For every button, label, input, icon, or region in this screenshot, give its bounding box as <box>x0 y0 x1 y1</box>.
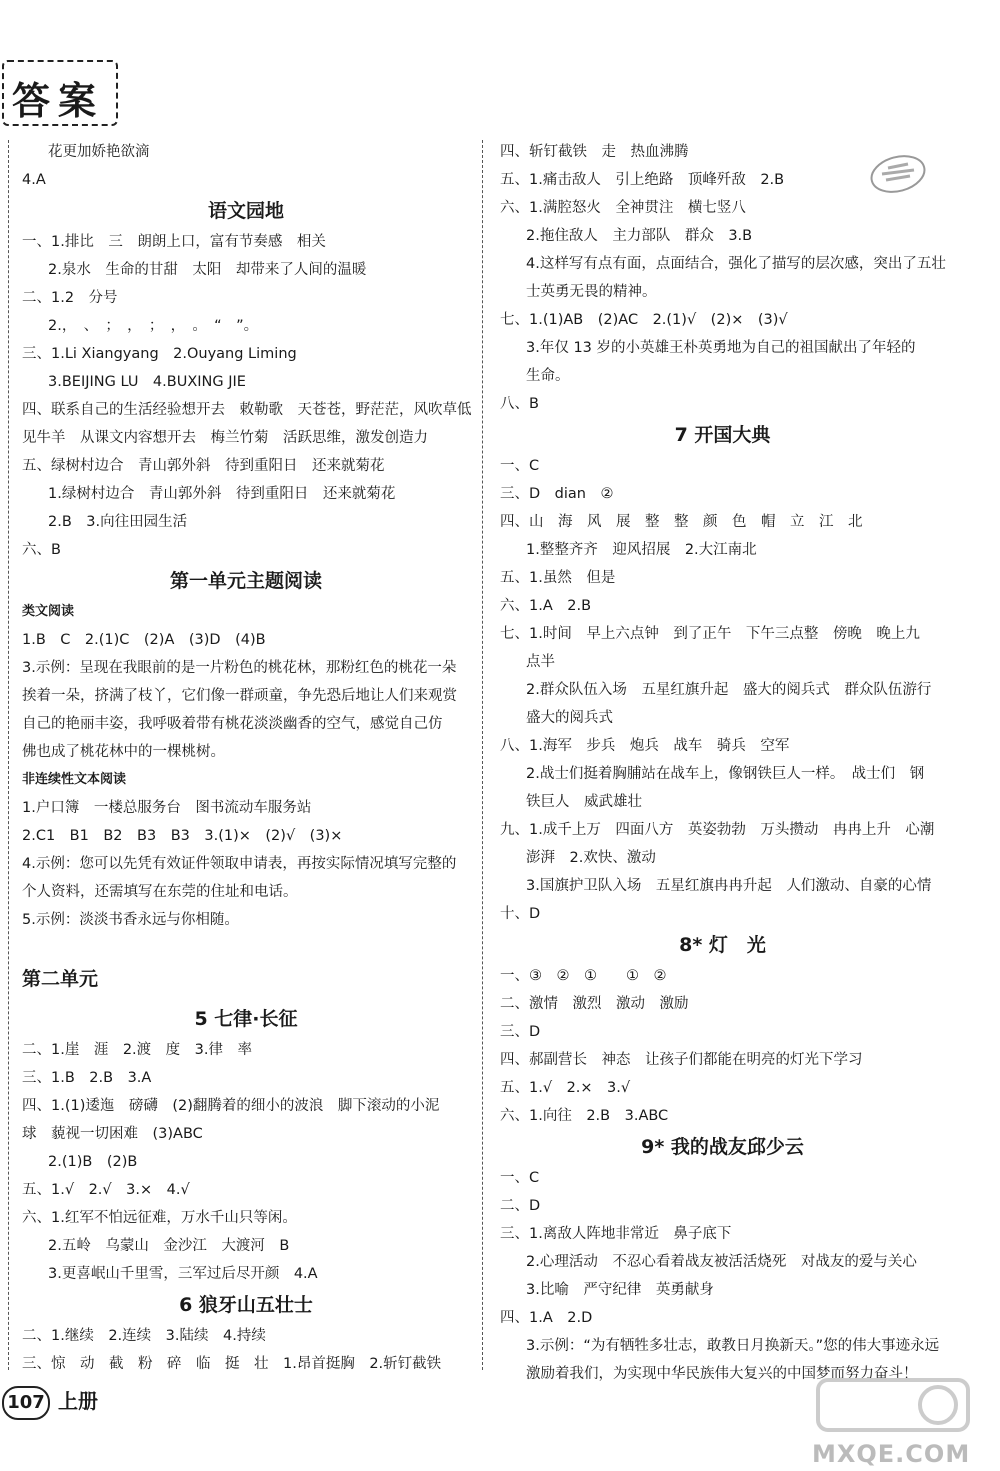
answer-line-indented: 点半 <box>526 654 555 670</box>
answer-line: 八、1.海军 步兵 炮兵 战车 骑兵 空军 <box>500 738 790 754</box>
answer-line-indented: 2.群众队伍入场 五星红旗升起 盛大的阅兵式 群众队伍游行 <box>526 682 932 698</box>
answer-line: 三、惊 动 截 粉 碎 临 挺 壮 1.昂首挺胸 2.斩钉截铁 <box>22 1356 442 1372</box>
answer-line-indented: 2.心理活动 不忍心看着战友被活活烧死 对战友的爱与关心 <box>526 1254 917 1270</box>
answer-line: 十、D <box>500 906 541 922</box>
right-column <box>500 138 945 1388</box>
answer-line: 五、1.√ 2.√ 3.× 4.√ <box>22 1182 190 1198</box>
answer-line: 四、联系自己的生活经验想开去 敕勒歌 天苍苍，野茫茫，风吹草低 <box>22 402 472 418</box>
left-column <box>22 138 470 1378</box>
answer-line: 五、1.√ 2.× 3.√ <box>500 1080 631 1096</box>
answer-line: 一、③ ② ① ① ② <box>500 968 667 984</box>
answer-line: 六、B <box>22 542 61 558</box>
answer-line: 二、1.2 分号 <box>22 290 118 306</box>
answer-line-indented: 盛大的阅兵式 <box>526 710 613 726</box>
answer-line: 五、1.痛击敌人 引上绝路 顶峰歼敌 2.B <box>500 172 785 188</box>
answer-line: 五、1.虽然 但是 <box>500 570 616 586</box>
page-number-badge: 107 <box>2 1386 50 1420</box>
answer-line-indented: 1.绿树村边合 青山郭外斜 待到重阳日 还来就菊花 <box>48 486 396 502</box>
answer-line: 球 藐视一切困难 (3)ABC <box>22 1126 203 1142</box>
answer-line: 二、D <box>500 1198 541 1214</box>
section-heading: 7 开国大典 <box>674 424 771 446</box>
answer-line: 四、郝副营长 神态 让孩子们都能在明亮的灯光下学习 <box>500 1052 863 1068</box>
answer-line: 四、1.(1)逶迤 磅礴 (2)翻腾着的细小的波浪 脚下滚动的小泥 <box>22 1098 440 1114</box>
section-heading: 9* 我的战友邱少云 <box>641 1136 804 1158</box>
answer-line-indented: 激励着我们，为实现中华民族伟大复兴的中国梦而努力奋斗！ <box>526 1366 918 1382</box>
subsection-heading: 非连续性文本阅读 <box>22 772 127 787</box>
answer-line: 一、C <box>500 458 540 474</box>
answer-line: 佛也成了桃花林中的一棵桃树。 <box>22 744 225 760</box>
answer-line: 个人资料，还需填写在东莞的住址和电话。 <box>22 884 298 900</box>
answer-line-indented: 2.战士们挺着胸脯站在战车上，像钢铁巨人一样。 战士们 钢 <box>526 766 925 782</box>
answer-line-indented: 1.整整齐齐 迎风招展 2.大江南北 <box>526 542 757 558</box>
answer-line-indented: 生命。 <box>526 368 570 384</box>
answer-line: 六、1.红军不怕远征难，万水千山只等闲。 <box>22 1210 297 1226</box>
answer-line: 4.示例：您可以先凭有效证件领取申请表，再按实际情况填写完整的 <box>22 856 457 872</box>
section-heading: 8* 灯 光 <box>679 934 766 956</box>
subsection-heading: 类文阅读 <box>22 604 75 619</box>
answer-line: 四、山 海 风 展 整 整 颜 色 帽 立 江 北 <box>500 514 863 530</box>
answer-line-indented: 2.拖住敌人 主力部队 群众 3.B <box>526 228 753 244</box>
answer-line-indented: 3.更喜岷山千里雪，三军过后尽开颜 4.A <box>48 1266 318 1282</box>
answer-line-indented: 2.， 、 ； ， ； ， 。 “ ”。 <box>48 318 259 334</box>
answer-line-indented: 3.年仅 13 岁的小英雄王朴英勇地为自己的祖国献出了年轻的 <box>526 340 916 356</box>
answer-line: 一、C <box>500 1170 540 1186</box>
answer-line: 四、斩钉截铁 走 热血沸腾 <box>500 144 689 160</box>
left-margin-rule <box>8 140 9 1370</box>
answer-line: 三、1.B 2.B 3.A <box>22 1070 152 1086</box>
section-heading: 语文园地 <box>207 200 284 222</box>
answer-line: 挨着一朵，挤满了枝丫，它们像一群顽童，争先恐后地让人们来观赏 <box>22 688 457 704</box>
answer-line: 九、1.成千上万 四面八方 英姿勃勃 万头攒动 冉冉上升 心潮 <box>500 822 935 838</box>
volume-label: 上册 <box>58 1389 98 1413</box>
answer-line: 见牛羊 从课文内容想开去 梅兰竹菊 活跃思维，激发创造力 <box>22 430 428 446</box>
section-heading: 6 狼牙山五壮士 <box>179 1294 313 1316</box>
answer-line-indented: 士英勇无畏的精神。 <box>526 284 657 300</box>
answer-line: 八、B <box>500 396 539 412</box>
watermark-text: MXQE.COM <box>812 1440 971 1468</box>
column-divider <box>482 140 483 1370</box>
answer-line: 2.C1 B1 B2 B3 B3 3.(1)× (2)√ (3)× <box>22 828 343 844</box>
answer-line-indented: 2.B 3.向往田园生活 <box>48 514 188 530</box>
answer-line-indented: 澎湃 2.欢快、激动 <box>526 850 656 866</box>
answer-line-indented: 3.BEIJING LU 4.BUXING JIE <box>48 374 246 390</box>
answer-line-indented: 2.泉水 生命的甘甜 太阳 却带来了人间的温暖 <box>48 262 367 278</box>
answer-line: 二、1.崖 涯 2.渡 度 3.律 率 <box>22 1042 253 1058</box>
answer-line: 三、1.离敌人阵地非常近 鼻子底下 <box>500 1226 732 1242</box>
answer-line: 五、绿树村边合 青山郭外斜 待到重阳日 还来就菊花 <box>22 458 385 474</box>
answer-line-indented: 4.这样写有点有面，点面结合，强化了描写的层次感，突出了五壮 <box>526 256 946 272</box>
answer-line: 二、激情 激烈 激动 激励 <box>500 996 689 1012</box>
answer-line-indented: 花更加娇艳欲滴 <box>48 144 150 160</box>
stamp-icon <box>868 152 928 196</box>
answer-line-indented: 3.比喻 严守纪律 英勇献身 <box>526 1282 714 1298</box>
answer-line: 二、1.继续 2.连续 3.陆续 4.持续 <box>22 1328 266 1344</box>
answer-line-indented: 2.五岭 乌蒙山 金沙江 大渡河 B <box>48 1238 290 1254</box>
answer-line: 三、1.Li Xiangyang 2.Ouyang Liming <box>22 346 297 362</box>
answer-line: 六、1.满腔怒火 全神贯注 横七竖八 <box>500 200 746 216</box>
answer-line: 1.B C 2.(1)C (2)A (3)D (4)B <box>22 632 266 648</box>
answer-line: 三、D <box>500 1024 541 1040</box>
answer-line: 七、1.(1)AB (2)AC 2.(1)√ (2)× (3)√ <box>500 312 788 328</box>
answer-line-indented: 3.示例：“为有牺牲多壮志，敢教日月换新天。”您的伟大事迹永远 <box>526 1338 940 1354</box>
section-heading: 5 七律·长征 <box>194 1008 298 1030</box>
answer-line: 四、1.A 2.D <box>500 1310 593 1326</box>
answer-line-indented: 铁巨人 威武雄壮 <box>526 794 642 810</box>
answer-line: 六、1.A 2.B <box>500 598 592 614</box>
answer-line: 三、D dian ② <box>500 486 614 502</box>
answer-line: 一、1.排比 三 朗朗上口，富有节奏感 相关 <box>22 234 326 250</box>
answer-line: 1.户口簿 一楼总服务台 图书流动车服务站 <box>22 800 312 816</box>
spacer <box>22 934 470 954</box>
section-heading: 第一单元主题阅读 <box>169 570 322 592</box>
answer-line: 4.A <box>22 172 46 188</box>
answer-line: 七、1.时间 早上六点钟 到了正午 下午三点整 傍晚 晚上九 <box>500 626 920 642</box>
unit-heading: 第二单元 <box>22 968 99 990</box>
answer-line-indented: 2.(1)B (2)B <box>48 1154 138 1170</box>
answer-line: 5.示例：淡淡书香永远与你相随。 <box>22 912 239 928</box>
page-title: 答案 <box>12 79 105 123</box>
answer-line: 六、1.向往 2.B 3.ABC <box>500 1108 669 1124</box>
answer-line-indented: 3.国旗护卫队入场 五星红旗冉冉升起 人们激动、自豪的心情 <box>526 878 932 894</box>
answer-line: 自己的艳丽丰姿，我呼吸着带有桃花淡淡幽香的空气，感觉自己仿 <box>22 716 443 732</box>
answer-line: 3.示例：呈现在我眼前的是一片粉色的桃花林，那粉红色的桃花一朵 <box>22 660 457 676</box>
